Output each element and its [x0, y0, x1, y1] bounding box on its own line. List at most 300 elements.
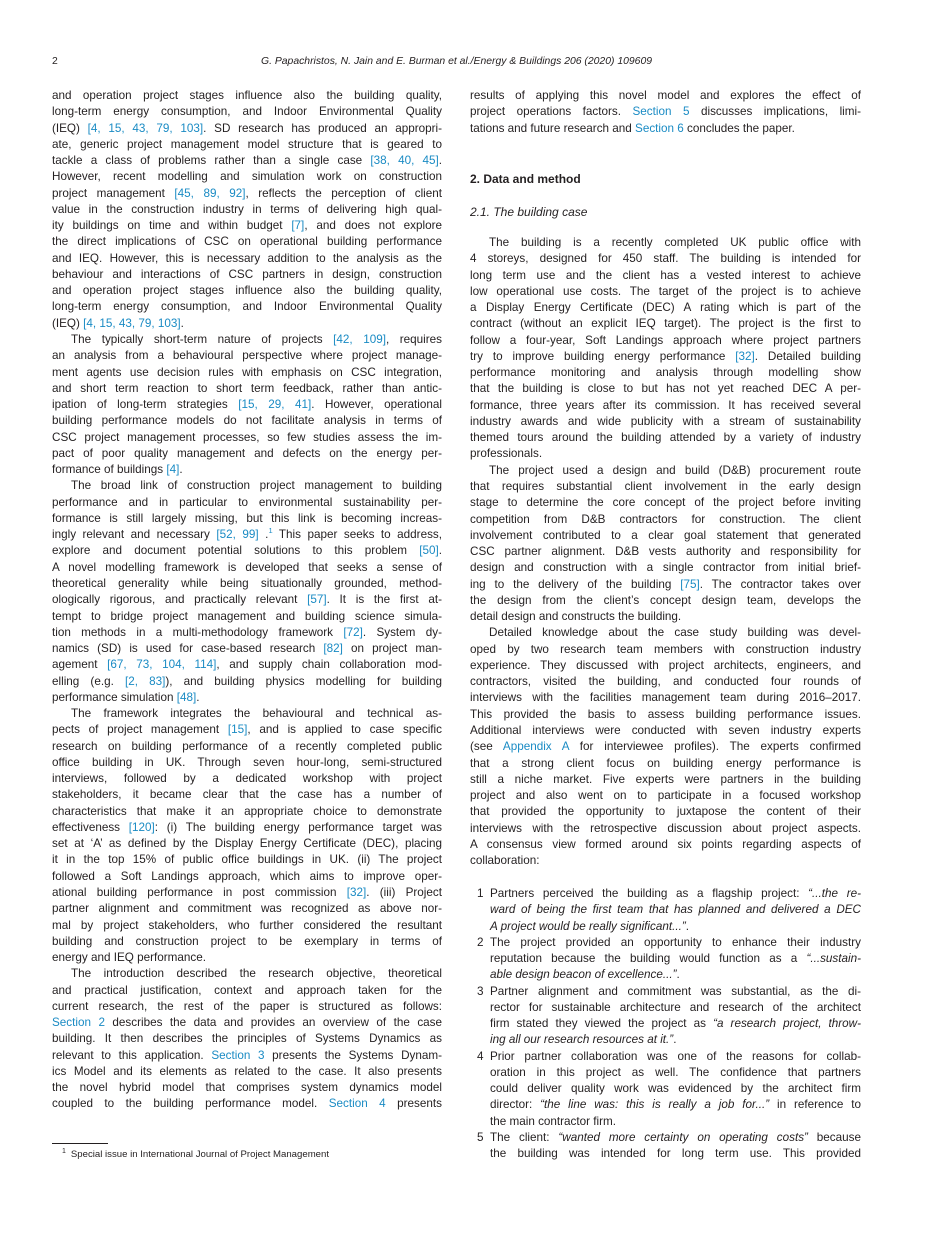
text-run: tations and future research and [470, 121, 636, 135]
text-line [470, 707, 861, 723]
list-item [470, 984, 861, 1049]
text-line [52, 706, 442, 722]
text-run: ational building performance in post commission [52, 886, 347, 900]
text-line [470, 381, 861, 397]
citation-link[interactable]: [120] [128, 820, 155, 834]
text-run: , reflects the perception of client [245, 186, 443, 200]
text-line [490, 1097, 861, 1113]
citation-link[interactable]: [57] [307, 593, 327, 607]
text-run: presents [385, 1097, 442, 1111]
text-line [52, 511, 442, 527]
text-run: pects of project management [52, 723, 228, 737]
text-run: current research, the rest of the paper is structured as follows: [52, 999, 442, 1013]
text-run: . [676, 968, 680, 982]
text-line [52, 1064, 442, 1080]
text-run: value in the construction industry in terms of delivering high qual- [52, 202, 442, 216]
citation-link[interactable]: Section 5 [632, 105, 690, 119]
text-line [52, 169, 442, 185]
text-run: Partner alignment and commitment was substantial, as the di- [490, 984, 861, 998]
text-run: . However, operational [311, 398, 442, 412]
text-run: building and construction project to be exemplary in terms of [52, 934, 442, 948]
text-line [470, 739, 861, 755]
text-line [470, 560, 861, 576]
text-run: The project used a design and build (D&B) procurement route [489, 463, 861, 477]
text-line [470, 463, 861, 479]
text-run: This paper seeks to address, [272, 528, 443, 542]
text-run: professionals. [470, 447, 543, 461]
text-run: project and also went on to participate in a focused workshop [470, 789, 861, 803]
text-line [52, 983, 442, 999]
text-line [490, 902, 861, 918]
text-run: : (i) The building energy performance target was [154, 820, 443, 834]
text-line [52, 121, 442, 137]
text-run: The building is a recently completed UK public office with [489, 236, 861, 249]
text-line [470, 512, 861, 528]
text-line [470, 316, 861, 332]
text-run: performance and in particular to environmental sustainability per- [52, 495, 442, 509]
text-run: . Detailed building [754, 349, 861, 363]
text-line [470, 235, 861, 251]
citation-link[interactable]: [4, 15, 43, 79, 103] [87, 121, 204, 135]
text-run: explore and document potential solutions to this problem [52, 544, 420, 558]
citation-link[interactable]: [52, 99] [216, 528, 259, 542]
text-run: describes the data and provides an overview of the case [104, 1016, 443, 1030]
text-run: The framework integrates the behavioural and technical as- [71, 707, 442, 721]
text-run: ologically rigorous, and practically relevant [52, 593, 308, 607]
text-run: director: [490, 1098, 541, 1112]
text-line [52, 413, 442, 429]
text-run: . The contractor takes over [699, 577, 861, 591]
text-run: Detailed knowledge about the case study building was devel- [489, 626, 861, 640]
text-line [490, 935, 861, 951]
text-line [490, 1000, 861, 1016]
citation-link[interactable]: [32] [346, 886, 367, 900]
paragraph [470, 625, 861, 869]
text-run: tion methods in a multi-methodology framework [52, 625, 344, 639]
text-line [470, 398, 861, 414]
text-line [470, 251, 861, 267]
text-run: reputation because the building would function as a [490, 952, 807, 966]
text-run: could deliver quality work was evidenced by the architect firm [490, 1082, 861, 1096]
page-number: 2 [52, 56, 58, 67]
text-run: themed tours around the building attended by a variety of industry [470, 431, 861, 445]
text-run: an analysis from a behavioural perspective where project manage- [52, 349, 442, 363]
footnote-mark: 1 [62, 1148, 66, 1155]
citation-link[interactable]: [42, 109] [333, 332, 386, 346]
section-heading: 2. Data and method [470, 172, 581, 186]
text-run: experience. They discussed with project architects, engineers, and [470, 658, 861, 672]
text-run: , and is applied to case specific [247, 723, 442, 737]
text-line [470, 121, 861, 137]
text-run: in reference to [769, 1098, 861, 1112]
text-line [470, 446, 861, 462]
text-run: project operations factors. [470, 105, 633, 119]
text-run: competition from D&B contractors for construction. The client [470, 512, 861, 526]
text-line [52, 560, 442, 576]
text-run: . [685, 919, 689, 933]
text-line [470, 690, 861, 706]
paragraph [52, 706, 442, 966]
right-column-body [470, 235, 861, 869]
text-line [470, 333, 861, 349]
citation-link[interactable]: [48] [176, 690, 197, 704]
text-line [490, 967, 861, 983]
citation-link[interactable]: [32] [735, 349, 755, 363]
footnote [62, 1148, 329, 1161]
text-run: industry awards and wide publicity with a stream of sustainability [470, 414, 861, 428]
paragraph [52, 332, 442, 478]
text-line [470, 821, 861, 837]
text-run: try to improve building energy performance [470, 349, 736, 363]
text-line [470, 430, 861, 446]
text-run: interviews with the facilities management team during 2016–2017. [470, 691, 861, 705]
text-run: follow a four-year, Soft Landings approach where project partners [470, 333, 861, 347]
text-run: stakeholders, it became clear that the case has a number of [52, 788, 442, 802]
text-line [52, 365, 442, 381]
text-line [52, 722, 442, 738]
text-line [52, 234, 442, 250]
text-line [52, 576, 442, 592]
text-run: performance monitoring and analysis through modelling show [470, 366, 861, 380]
quote-text: A project would be really significant...” [490, 919, 686, 933]
text-line [490, 1114, 861, 1130]
text-run: , and supply chain collaboration mod- [216, 658, 443, 672]
list-item [470, 935, 861, 984]
text-run: This provided the basis to assess building performance issues. [470, 707, 861, 721]
text-run: ingly relevant and necessary [52, 528, 217, 542]
quote-text: able design beacon of excellence...” [490, 968, 677, 982]
text-line [52, 283, 442, 299]
text-line [470, 837, 861, 853]
text-line [470, 674, 861, 690]
text-line [470, 658, 861, 674]
text-run: relevant to this application. [52, 1048, 212, 1062]
text-run: presents the Systems Dynam- [264, 1048, 442, 1062]
text-run: it in the top 15% of public office buildings in UK. (ii) The project [52, 853, 442, 867]
text-line [52, 316, 442, 332]
list-number: 5 [477, 1130, 484, 1144]
text-run: Prior partner collaboration was one of the reasons for collab- [490, 1049, 861, 1063]
text-run: the building was intended for long term use. This provided [490, 1147, 861, 1161]
text-line [52, 462, 442, 478]
text-line [470, 772, 861, 788]
text-line [470, 853, 861, 869]
text-run: performance simulation [52, 690, 177, 704]
text-run: concludes the paper. [683, 121, 795, 135]
text-line [470, 365, 861, 381]
text-run: project management [52, 186, 175, 200]
text-line [470, 528, 861, 544]
text-run: tackle a class of problems rather than a single case [52, 154, 371, 168]
list-item [470, 886, 861, 935]
text-run: the main contractor firm. [490, 1114, 617, 1128]
text-line [52, 885, 442, 901]
text-line [490, 984, 861, 1000]
text-line [52, 446, 442, 462]
text-line [470, 625, 861, 641]
text-run: , and does not explore [304, 219, 442, 233]
text-run: energy and IEQ performance. [52, 951, 206, 965]
text-run: . [180, 316, 184, 330]
quote-text: “...the re- [808, 887, 861, 900]
footnote-rule [52, 1143, 108, 1144]
text-run: . [438, 544, 442, 558]
text-line [52, 153, 442, 169]
text-run: coupled to the building performance model. [52, 1097, 329, 1111]
paragraph [470, 235, 861, 463]
text-run: interviews, followed by a dedicated workshop with project [52, 772, 442, 786]
text-run: and operation project stages influence also the building quality, [52, 89, 442, 102]
citation-link[interactable]: Section 3 [211, 1048, 265, 1062]
text-line [52, 934, 442, 950]
text-run: building. It then describes the principles of Systems Dynamics as [52, 1032, 442, 1046]
quote-text: ing all our research resources at it.” [490, 1033, 674, 1047]
text-run: The typically short-term nature of projects [71, 332, 334, 346]
text-run: The introduction described the research objective, theoretical [71, 967, 442, 981]
text-line [52, 999, 442, 1015]
citation-link[interactable]: [75] [680, 577, 700, 591]
text-run: the design from the client’s concept design team, develops the [470, 593, 861, 607]
text-run: firm stated they viewed the project as [490, 1017, 714, 1031]
text-line [470, 804, 861, 820]
text-line [52, 348, 442, 364]
text-line [470, 284, 861, 300]
text-run: ate, generic project management model structure that is geared to [52, 137, 442, 151]
paragraph [470, 463, 861, 626]
citation-link[interactable]: [67, 73, 104, 114] [107, 658, 217, 672]
text-run: discusses implications, limi- [689, 105, 861, 119]
text-line [470, 593, 861, 609]
text-run: ics Model and its elements as related to the case. It also presents [52, 1064, 442, 1078]
text-run: for interviewee profiles). The experts confirmed [568, 740, 861, 754]
citation-link[interactable]: Section 4 [328, 1097, 386, 1111]
text-run: (IEQ) [52, 121, 88, 135]
text-run: detail design and constructs the building. [470, 610, 682, 624]
text-run: and operation project stages influence also the building quality, [52, 284, 442, 298]
quote-text: “a research project, throw- [713, 1017, 862, 1031]
text-line [52, 609, 442, 625]
citation-link[interactable]: [45, 89, 92] [174, 186, 246, 200]
list-number: 1 [477, 887, 484, 900]
quote-text: “the line was: this is really a job for...” [540, 1098, 770, 1112]
text-run: CSC project management processes, so few studies assess the im- [52, 430, 442, 444]
text-line [52, 966, 442, 982]
text-line [52, 251, 442, 267]
text-run: research on building performance of a recently completed public [52, 739, 442, 753]
text-run: . [179, 463, 183, 477]
running-head: G. Papachristos, N. Jain and E. Burman et al./Energy & Buildings 206 (2020) 109609 [260, 56, 653, 67]
text-line [470, 349, 861, 365]
text-line [52, 104, 442, 120]
quote-text: ward of being the first team that has planned and delivered a DEC [490, 903, 861, 917]
text-line [52, 674, 442, 690]
text-run: building performance models do not facilitate analysis in terms of [52, 414, 442, 428]
citation-link[interactable]: [4] [166, 463, 180, 477]
text-line [52, 332, 442, 348]
citation-link[interactable]: [15] [227, 723, 248, 737]
text-line [52, 137, 442, 153]
text-run: mal by project stakeholders, who further considered the resultant [52, 918, 442, 932]
text-line [490, 1049, 861, 1065]
paragraph [490, 886, 861, 935]
text-line [470, 88, 861, 104]
text-line [52, 543, 442, 559]
text-line [52, 1015, 442, 1031]
text-line [52, 1080, 442, 1096]
text-run: long-term energy consumption, and Indoor Environmental Quality [52, 300, 442, 314]
text-run: collaboration: [470, 854, 540, 868]
text-run: A consensus view formed around six points regarding aspects of [470, 837, 861, 851]
text-line [470, 609, 861, 625]
paragraph [52, 478, 442, 706]
text-run: ment agents use decision rules with emphasis on CSC integration, [52, 365, 442, 379]
text-run: A novel modelling framework is developed that seeks a sense of [52, 560, 442, 574]
text-run: Additional interviews were conducted with seven industry experts [470, 723, 861, 737]
text-line [52, 88, 442, 104]
text-run: oped by two research team members with construction industry [470, 642, 861, 656]
text-run: and short term reaction to short term feedback, rather than antic- [52, 381, 442, 395]
text-line [52, 202, 442, 218]
paragraph [490, 1130, 861, 1163]
text-line [52, 852, 442, 868]
text-line [52, 478, 442, 494]
citation-link[interactable]: [50] [419, 544, 439, 558]
text-run: a Display Energy Certificate (DEC) A rating which is part of the [470, 301, 861, 315]
text-line [490, 1081, 861, 1097]
text-run: results of applying this novel model and explores the effect of [470, 89, 861, 102]
consensus-list [470, 886, 861, 1163]
text-run: interviews with the retrospective discussion about project aspects. [470, 821, 861, 835]
text-line [52, 641, 442, 657]
text-run: oration in this project as well. The confidence that partners [490, 1065, 861, 1079]
text-line [52, 218, 442, 234]
text-line [52, 820, 442, 836]
text-line [52, 901, 442, 917]
footnote-ref[interactable]: 1 [268, 526, 273, 536]
text-run: and practical justification, context and approach taken for the [52, 983, 442, 997]
list-number: 2 [477, 935, 484, 949]
text-run: partner alignment and commitment was recognized as above nor- [52, 902, 442, 916]
text-run: on project man- [342, 642, 442, 656]
text-run: The project provided an opportunity to enhance their industry [490, 935, 861, 949]
text-line [490, 1016, 861, 1032]
text-line [470, 479, 861, 495]
text-line [490, 919, 861, 935]
text-line [52, 397, 442, 413]
text-line [52, 299, 442, 315]
text-line [490, 1146, 861, 1162]
text-line [490, 1065, 861, 1081]
citation-link[interactable]: Section 6 [635, 121, 684, 135]
citation-link[interactable]: Section 2 [52, 1016, 105, 1030]
text-run: still a niche market. Five experts were partners in the building [470, 772, 861, 786]
text-run: ), and building physics modelling for building [165, 674, 443, 688]
text-run: ing to the delivery of the building [470, 577, 681, 591]
text-run: set at ‘A’ as defined by the Display Energy Certificate (DEC), placing [52, 837, 442, 851]
citation-link[interactable]: [4, 15, 43, 79, 103] [83, 316, 181, 330]
text-run: formance, three years after its commission. It has received several [470, 398, 861, 412]
text-line [470, 544, 861, 560]
text-line [52, 1048, 442, 1064]
text-line [52, 186, 442, 202]
text-line [52, 739, 442, 755]
citation-link[interactable]: [2, 83] [124, 674, 166, 688]
text-run: ity buildings on time and within budget [52, 219, 292, 233]
paragraph [490, 984, 861, 1049]
text-run: design and construction with a single contractor from initial brief- [470, 561, 861, 575]
text-line [470, 788, 861, 804]
list-number: 3 [477, 984, 484, 998]
text-line [490, 1130, 861, 1146]
citation-link[interactable]: Appendix A [502, 740, 569, 754]
text-run: (IEQ) [52, 316, 84, 330]
right-column-intro [470, 88, 861, 137]
text-line [52, 869, 442, 885]
text-run: contract (without an explicit IEQ target). The project is the first to [470, 317, 861, 331]
list-item [470, 1130, 861, 1163]
paragraph [470, 88, 861, 137]
text-run: tempt to bridge project management and building science simula- [52, 609, 442, 623]
text-run: . [438, 154, 443, 168]
text-run: formance is still largely missing, but this link is becoming increas- [52, 511, 442, 525]
text-line [52, 495, 442, 511]
text-run: . System dy- [362, 625, 442, 639]
text-line [470, 414, 861, 430]
text-run: characteristics that make it an appropriate choice to demonstrate [52, 804, 442, 818]
text-run: However, recent modelling and simulation work on construction [52, 170, 442, 184]
text-run: pact of poor quality management and defects on the energy per- [52, 446, 442, 460]
citation-link[interactable]: [82] [323, 642, 343, 656]
text-run: rector for sustainable architecture and research of the architect [490, 1000, 861, 1014]
text-run: , requires [385, 332, 442, 346]
text-run: namics (SD) is used for case-based research [52, 642, 324, 656]
text-run: The client: [490, 1130, 559, 1144]
text-line [52, 804, 442, 820]
citation-link[interactable]: [38, 40, 45] [370, 154, 439, 168]
text-line [52, 267, 442, 283]
text-run: . [673, 1033, 677, 1047]
text-run: behaviour and interactions of CSC partners in design, construction [52, 267, 442, 281]
text-line [52, 527, 442, 543]
text-line [52, 918, 442, 934]
text-run: 4 storeys, designed for 450 staff. The building is intended for [470, 252, 861, 266]
text-line [52, 771, 442, 787]
text-line [52, 430, 442, 446]
text-line [470, 104, 861, 120]
text-line [490, 886, 861, 902]
text-run: . [196, 690, 200, 704]
paragraph [52, 88, 442, 332]
citation-link[interactable]: [15, 29, 41] [238, 398, 312, 412]
text-run: CSC partner alignment. D&B vests authority and responsibility for [470, 545, 861, 559]
text-line [52, 657, 442, 673]
text-run: that provided the opportunity to juxtapose the content of their [470, 805, 861, 819]
text-run: contractors, visited the building, and conducted four rounds of [470, 675, 861, 689]
text-line [470, 642, 861, 658]
text-run: . It is the first at- [326, 593, 442, 607]
quote-text: “wanted more certainty on operating costs” [558, 1130, 808, 1144]
text-line [470, 577, 861, 593]
citation-link[interactable]: [72] [343, 625, 363, 639]
text-run: agement [52, 658, 108, 672]
text-run: involvement contributed to a clear goal statement that generated [470, 528, 861, 542]
paragraph [490, 935, 861, 984]
text-line [52, 1096, 442, 1112]
text-run: formance of buildings [52, 463, 167, 477]
citation-link[interactable]: [7] [291, 219, 305, 233]
text-line [490, 951, 861, 967]
text-line [52, 787, 442, 803]
